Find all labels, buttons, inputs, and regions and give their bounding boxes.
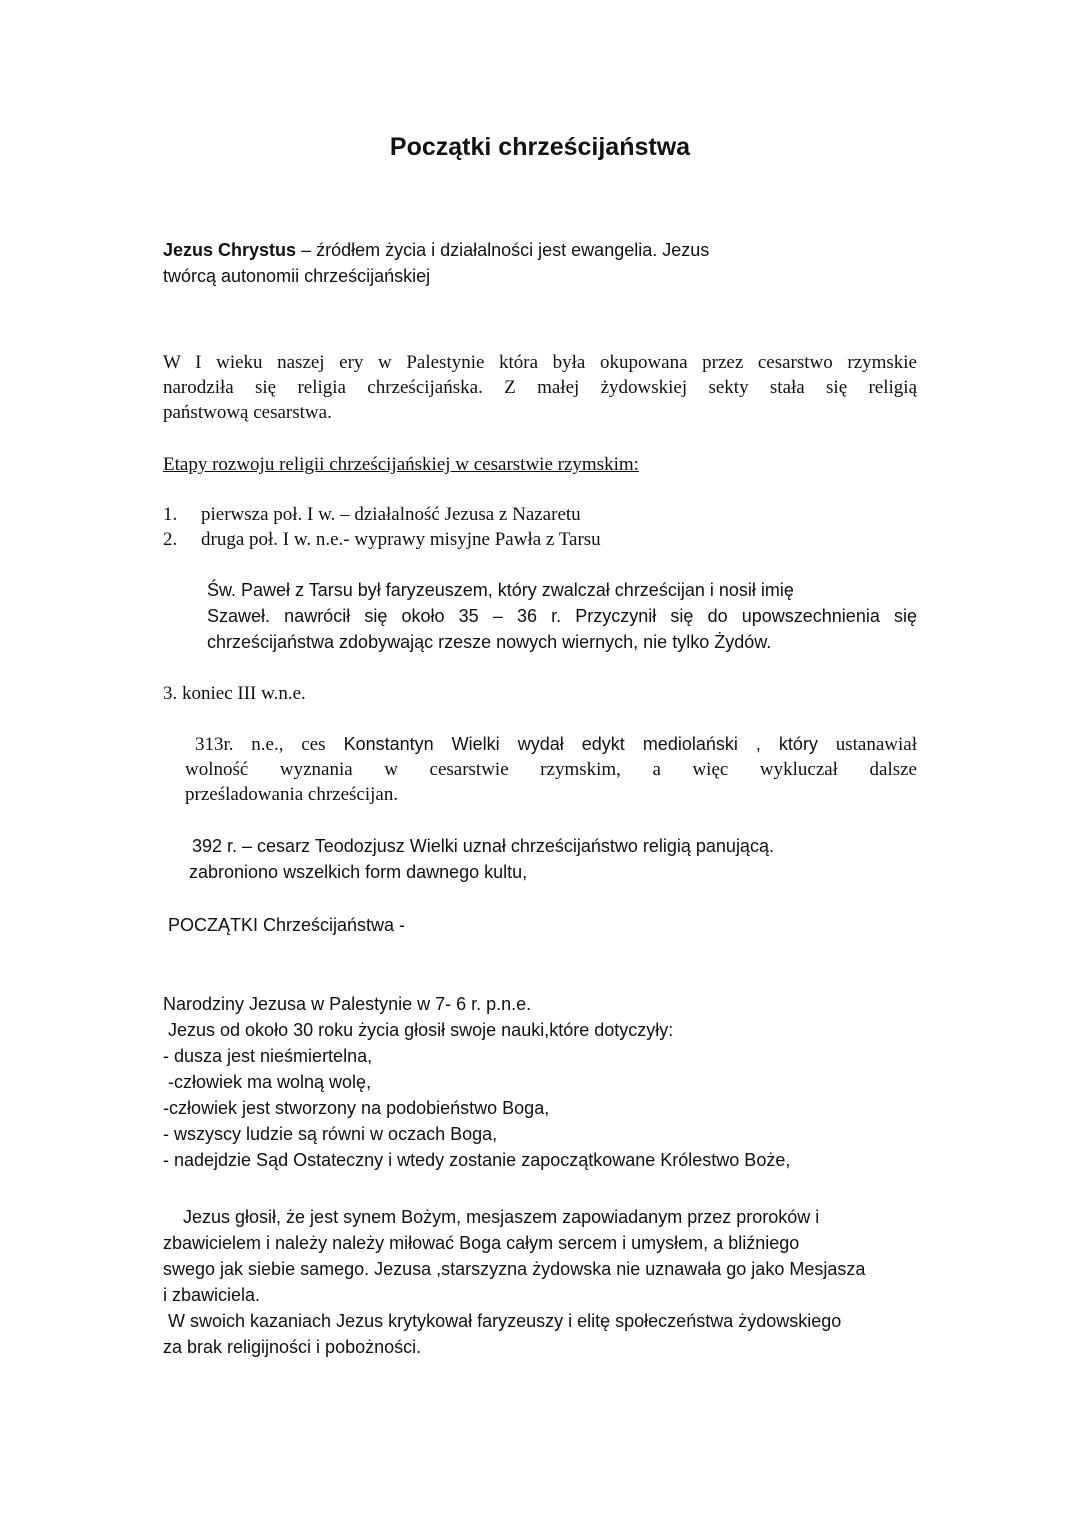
intro-line-2: twórcą autonomii chrześcijańskiej xyxy=(163,266,431,286)
intro-paragraph xyxy=(163,237,923,289)
stages-list xyxy=(163,502,601,552)
list-item-text: druga poł. I w. n.e.- wyprawy misyjne Pawła z Tarsu xyxy=(201,529,601,550)
edict-line-2: wolność wyznania w cesarstwie rzymskim, a więc wykluczał dalsze xyxy=(185,759,917,780)
para-origins-line-1: W I wieku naszej ery w Palestynie która była okupowana przez cesarstwo rzymskie xyxy=(163,352,917,373)
final-paragraph xyxy=(163,1204,923,1360)
edict-line-3: prześladowania chrześcijan. xyxy=(185,784,399,805)
pawel-line-3: chrześcijaństwa zdobywając rzesze nowych wiernych, nie tylko Żydów. xyxy=(207,632,772,652)
intro-line-1-text: – źródłem życia i działalności jest ewangelia. Jezus xyxy=(296,240,710,260)
teaching-line: - dusza jest nieśmiertelna, xyxy=(163,1046,373,1066)
teodozjusz-paragraph xyxy=(189,833,889,885)
intro-line-1 xyxy=(163,237,923,263)
list-item-text: pierwsza poł. I w. – działalność Jezusa z Nazaretu xyxy=(201,504,581,525)
teaching-line: - wszyscy ludzie są równi w oczach Boga, xyxy=(163,1124,498,1144)
page-title: Początki chrześcijaństwa xyxy=(389,133,691,161)
edict-line-1-c: ustanawiał xyxy=(817,734,917,755)
intro-bold-term: Jezus Chrystus xyxy=(163,240,297,260)
teaching-line: Narodziny Jezusa w Palestynie w 7- 6 r. p.n.e. xyxy=(163,994,532,1014)
edict-line-1 xyxy=(185,732,917,757)
section-subheading: POCZĄTKI Chrześcijaństwa - xyxy=(168,915,406,935)
teaching-line: -człowiek ma wolną wolę, xyxy=(163,1072,372,1092)
final-line: W swoich kazaniach Jezus krytykował faryzeuszy i elitę społeczeństwa żydowskiego xyxy=(163,1311,842,1331)
teodozjusz-line-2: zabroniono wszelkich form dawnego kultu, xyxy=(189,862,528,882)
final-line: swego jak siebie samego. Jezusa ,starszyzna żydowska nie uznawała go jako Mesjasza xyxy=(163,1259,866,1279)
pawel-paragraph xyxy=(207,577,917,655)
edict-line-1-b: Konstantyn Wielki wydał edykt mediolański , który xyxy=(325,734,818,754)
stage-3: 3. koniec III w.n.e. xyxy=(163,683,306,704)
stages-heading: Etapy rozwoju religii chrześcijańskiej w cesarstwie rzymskim: xyxy=(163,454,639,475)
jesus-teachings xyxy=(163,991,923,1173)
list-item-number: 2. xyxy=(163,529,178,550)
teodozjusz-line-1: 392 r. – cesarz Teodozjusz Wielki uznał chrześcijaństwo religią panującą. xyxy=(192,836,774,856)
para-origins-line-2: narodziła się religia chrześcijańska. Z małej żydowskiej sekty stała się religią xyxy=(163,377,917,398)
list-item xyxy=(163,527,601,552)
final-line: Jezus głosił, że jest synem Bożym, mesjaszem zapowiadanym przez proroków i xyxy=(163,1207,820,1227)
teaching-line: Jezus od około 30 roku życia głosił swoje nauki,które dotyczyły: xyxy=(163,1020,674,1040)
edict-paragraph xyxy=(185,732,917,807)
list-item-number: 1. xyxy=(163,504,178,525)
para-origins xyxy=(163,350,917,425)
final-line: i zbawiciela. xyxy=(163,1285,261,1305)
pawel-line-1: Św. Paweł z Tarsu był faryzeuszem, który zwalczał chrześcijan i nosił imię xyxy=(207,580,794,600)
final-line: za brak religijności i pobożności. xyxy=(163,1337,422,1357)
final-line: zbawicielem i należy należy miłować Boga całym sercem i umysłem, a bliźniego xyxy=(163,1233,800,1253)
teaching-line: -człowiek jest stworzony na podobieństwo Boga, xyxy=(163,1098,550,1118)
edict-line-1-a: 313r. n.e., ces xyxy=(195,734,326,755)
pawel-line-2: Szaweł. nawrócił się około 35 – 36 r. Przyczynił się do upowszechnienia się xyxy=(207,606,917,626)
teaching-line: - nadejdzie Sąd Ostateczny i wtedy zostanie zapoczątkowane Królestwo Boże, xyxy=(163,1150,791,1170)
para-origins-line-3: państwową cesarstwa. xyxy=(163,402,332,423)
list-item xyxy=(163,502,601,527)
